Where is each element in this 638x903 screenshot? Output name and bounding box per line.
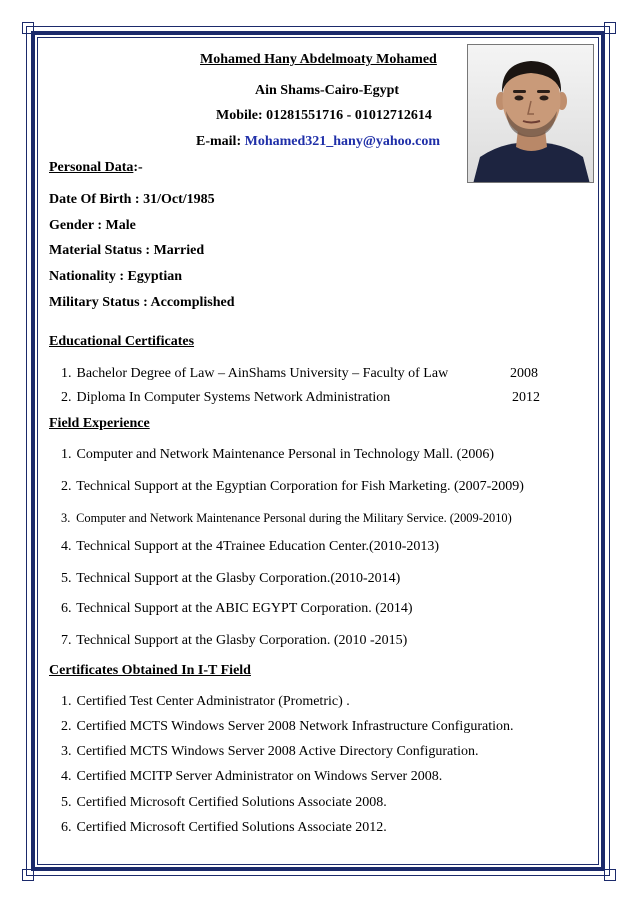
email-link[interactable]: Mohamed321_hany@yahoo.com	[244, 134, 441, 149]
experience-item: 7. Technical Support at the Glasby Corporation. (2010 -2015)	[61, 633, 408, 648]
military-status: Military Status : Accomplished	[49, 295, 235, 310]
experience-item: 3. Computer and Network Maintenance Personal during the Military Service. (2009-2010)	[61, 511, 512, 525]
education-year: 2012	[512, 390, 540, 405]
personal-data-heading: Personal Data:-	[49, 160, 143, 175]
certificate-item: 1. Certified Test Center Administrator (Prometric) .	[61, 694, 350, 709]
corner-ornament-top-right	[604, 22, 616, 34]
candidate-name: Mohamed Hany Abdelmoaty Mohamed	[200, 52, 437, 67]
experience-item: 5. Technical Support at the Glasby Corporation.(2010-2014)	[61, 571, 401, 586]
education-year: 2008	[510, 366, 538, 381]
experience-item: 2. Technical Support at the Egyptian Corporation for Fish Marketing. (2007-2009)	[61, 479, 524, 494]
profile-photo-portrait	[468, 45, 594, 183]
certificate-item: 5. Certified Microsoft Certified Solutions Associate 2008.	[61, 795, 387, 810]
corner-ornament-bottom-right	[604, 869, 616, 881]
certificates-heading: Certificates Obtained In I-T Field	[49, 663, 251, 678]
experience-heading: Field Experience	[49, 416, 150, 431]
education-item: 1. Bachelor Degree of Law – AinShams University – Faculty of Law	[61, 366, 449, 381]
profile-photo	[467, 44, 594, 183]
corner-ornament-bottom-left	[22, 869, 34, 881]
mobile: Mobile: 01281551716 - 01012712614	[216, 108, 432, 123]
certificate-item: 6. Certified Microsoft Certified Solutions Associate 2012.	[61, 820, 387, 835]
marital-status: Material Status : Married	[49, 243, 205, 258]
email-label: E-mail:	[196, 134, 242, 149]
experience-item: 6. Technical Support at the ABIC EGYPT Corporation. (2014)	[61, 601, 413, 616]
education-heading: Educational Certificates	[49, 334, 195, 349]
date-of-birth: Date Of Birth : 31/Oct/1985	[49, 192, 215, 207]
certificate-item: 3. Certified MCTS Windows Server 2008 Active Directory Configuration.	[61, 744, 479, 759]
email-line	[196, 134, 440, 150]
address: Ain Shams-Cairo-Egypt	[255, 83, 400, 98]
education-item: 2. Diploma In Computer Systems Network Administration	[61, 390, 391, 405]
corner-ornament-top-left	[22, 22, 34, 34]
certificate-item: 2. Certified MCTS Windows Server 2008 Network Infrastructure Configuration.	[61, 719, 514, 734]
nationality: Nationality : Egyptian	[49, 269, 183, 284]
gender: Gender : Male	[49, 218, 136, 233]
certificate-item: 4. Certified MCITP Server Administrator on Windows Server 2008.	[61, 769, 443, 784]
experience-item: 4. Technical Support at the 4Trainee Education Center.(2010-2013)	[61, 539, 440, 554]
experience-item: 1. Computer and Network Maintenance Personal in Technology Mall. (2006)	[61, 447, 494, 462]
